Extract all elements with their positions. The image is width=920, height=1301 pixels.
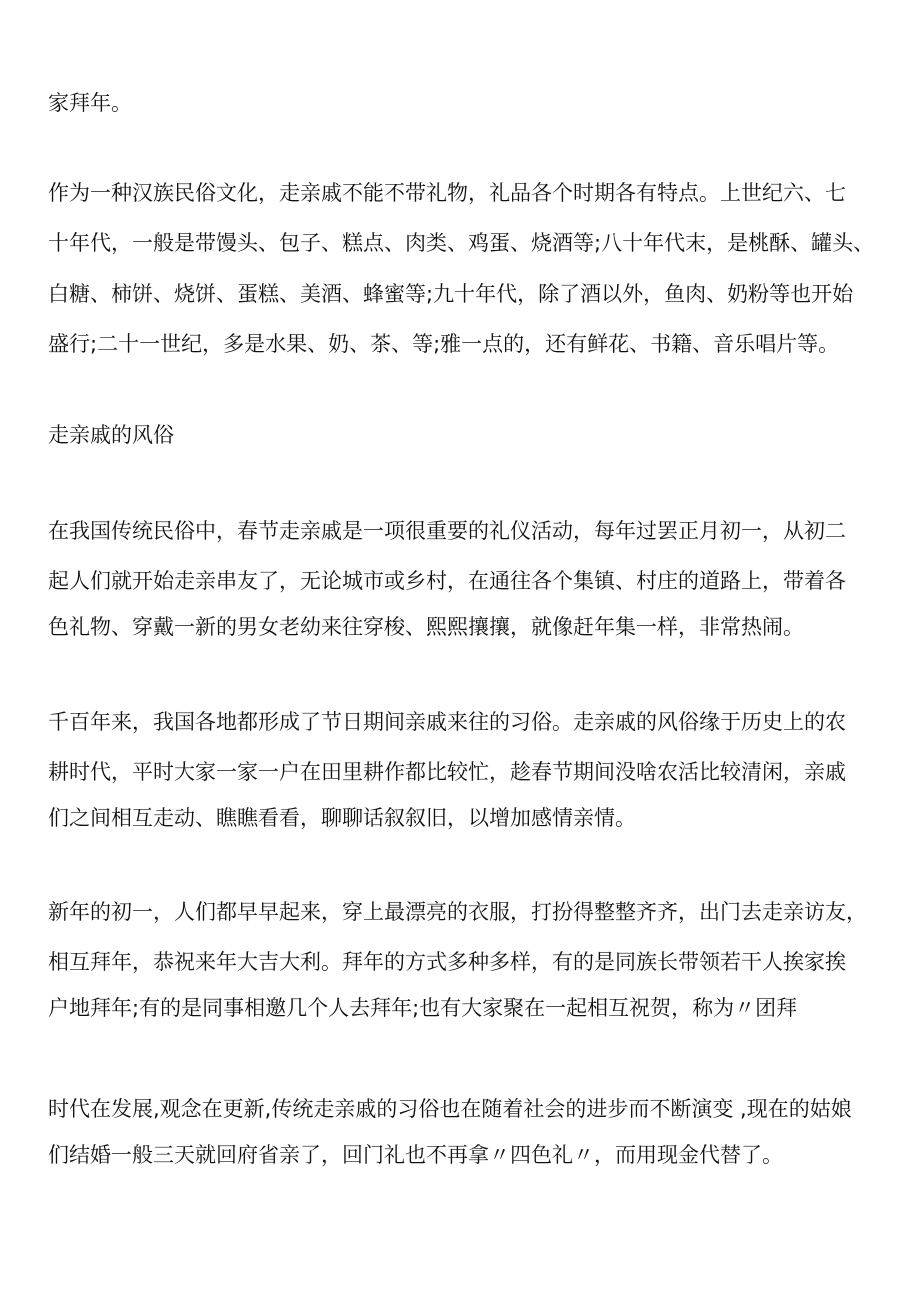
- paragraph-2-line-2: 十年代，一般是带馒头、包子、糕点、肉类、鸡蛋、烧酒等;八十年代末，是桃酥、罐头、: [48, 231, 875, 255]
- paragraph-2-line-3: 白糖、柿饼、烧饼、蛋糕、美酒、蜂蜜等;九十年代，除了酒以外，鱼肉、奶粉等也开始: [48, 282, 854, 306]
- paragraph-3-line-2: 起人们就开始走亲串友了，无论城市或乡村，在通往各个集镇、村庄的道路上，带着各: [48, 569, 846, 593]
- paragraph-3-line-1: 在我国传统民俗中，春节走亲戚是一项很重要的礼仪活动，每年过罢正月初一，从初二: [48, 519, 846, 543]
- paragraph-6-line-2: 们结婚一般三天就回府省亲了，回门礼也不再拿〃四色礼〃，而用现金代替了。: [48, 1143, 783, 1167]
- paragraph-5-line-2: 相互拜年，恭祝来年大吉大利。拜年的方式多种多样，有的是同族长带领若干人挨家挨: [48, 950, 846, 974]
- section-heading: 走亲戚的风俗: [48, 423, 174, 447]
- paragraph-4-line-2: 耕时代，平时大家一家一户在田里耕作都比较忙，趁春节期间没啥农活比较清闲，亲戚: [48, 760, 846, 784]
- paragraph-5-line-3: 户地拜年;有的是同事相邀几个人去拜年;也有大家聚在一起相互祝贺，称为〃团拜: [48, 996, 798, 1020]
- paragraph-2-line-1: 作为一种汉族民俗文化，走亲戚不能不带礼物，礼品各个时期各有特点。上世纪六、七: [48, 181, 846, 205]
- paragraph-4-line-1: 千百年来，我国各地都形成了节日期间亲戚来往的习俗。走亲戚的风俗缘于历史上的农: [48, 710, 846, 734]
- paragraph-3-line-3: 色礼物、穿戴一新的男女老幼来往穿梭、熙熙攘攘，就像赶年集一样，非常热闹。: [48, 615, 804, 639]
- paragraph-2-line-4: 盛行;二十一世纪，多是水果、奶、茶、等;雅一点的，还有鲜花、书籍、音乐唱片等。: [48, 332, 840, 356]
- paragraph-1-line-1: 家拜年。: [48, 91, 132, 115]
- paragraph-5-line-1: 新年的初一，人们都早早起来，穿上最漂亮的衣服，打扮得整整齐齐，出门去走亲访友，: [48, 900, 867, 924]
- paragraph-6-line-1: 时代在发展,观念在更新,传统走亲戚的习俗也在随着社会的进步而不断演变 ,现在的姑娘: [48, 1097, 852, 1121]
- paragraph-4-line-3: 们之间相互走动、瞧瞧看看，聊聊话叙叙旧，以增加感情亲情。: [48, 806, 636, 830]
